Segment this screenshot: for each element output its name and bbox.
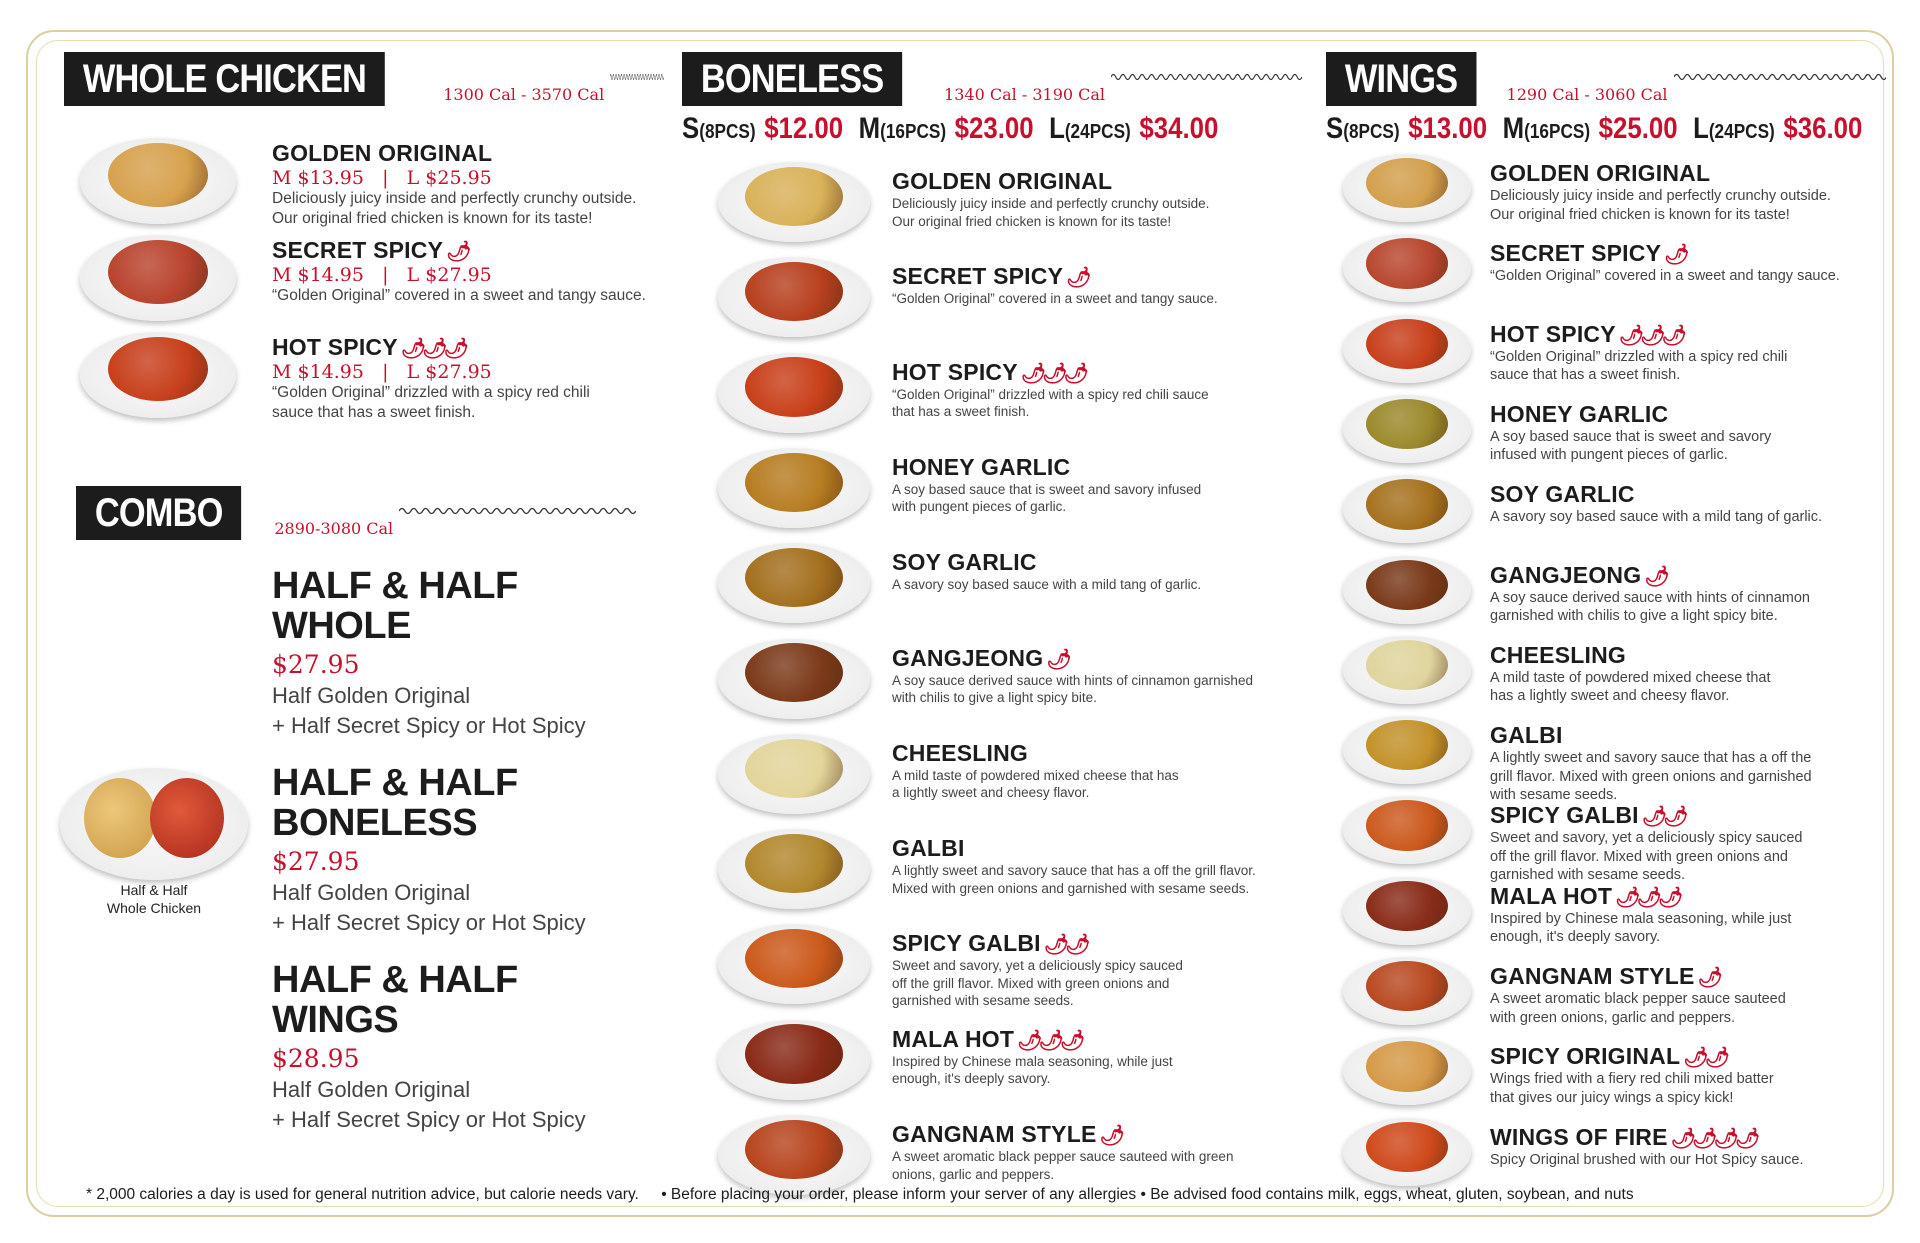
item-name xyxy=(892,1026,1292,1053)
plate-image xyxy=(1343,395,1471,463)
item-name xyxy=(1490,240,1890,267)
item-name xyxy=(272,334,672,361)
item-description: A soy based sauce that is sweet and savory infused xyxy=(892,481,1202,497)
calorie-range: 2890-3080 Cal xyxy=(274,519,394,538)
combo-header xyxy=(76,486,636,540)
wavy-divider xyxy=(610,72,664,82)
combo-item xyxy=(272,960,652,1133)
menu-item-text xyxy=(1490,1043,1890,1107)
menu-item-text xyxy=(1490,240,1890,286)
item-name-text: SOY GARLIC xyxy=(1490,481,1635,508)
size-price: $13.00 xyxy=(1408,112,1488,145)
boneless-header xyxy=(682,52,1302,106)
chili-pepper-icon: 🌶🌶🌶🌶 xyxy=(1670,1127,1757,1150)
footer-note: • Before placing your order, please inform your server of any allergies • Be advised food contains milk, eggs, wheat, gluten, soybean, and nuts xyxy=(661,1186,1634,1203)
item-description: garnished with sesame seeds. xyxy=(1490,867,1686,884)
chili-pepper-icon: 🌶 xyxy=(1644,565,1666,588)
item-name xyxy=(1490,883,1890,910)
item-description: with pungent pieces of garlic. xyxy=(892,499,1067,515)
menu-item-text xyxy=(1490,802,1890,885)
chicken-image xyxy=(745,1024,842,1083)
chicken-image xyxy=(1366,238,1448,288)
item-name-text: CHEESLING xyxy=(1490,641,1626,668)
size-price: $23.00 xyxy=(954,112,1034,145)
section-title: COMBO xyxy=(76,486,241,540)
plate-image xyxy=(718,448,870,528)
item-description: A sweet aromatic black pepper sauce sauteed with green xyxy=(892,1149,1234,1164)
item-name xyxy=(1490,963,1890,990)
combo-description: Half Golden Original xyxy=(272,880,471,905)
spicy-chicken-image xyxy=(150,778,224,858)
chili-pepper-icon: 🌶🌶🌶 xyxy=(400,338,465,360)
item-name xyxy=(1490,642,1890,669)
chicken-image xyxy=(108,337,208,401)
item-description: Inspired by Chinese mala seasoning, while just xyxy=(1490,910,1792,927)
item-name xyxy=(1490,321,1890,348)
menu-item-text xyxy=(1490,642,1890,706)
wavy-divider xyxy=(399,506,636,516)
menu-item-text xyxy=(892,1121,1292,1183)
item-description: grill flavor. Mixed with green onions and garnished xyxy=(1490,768,1812,785)
plate-image xyxy=(80,332,236,418)
item-description: Mixed with green onions and garnished with sesame seeds. xyxy=(892,880,1250,896)
chicken-image xyxy=(1366,1041,1448,1091)
calorie-range: 1340 Cal - 3190 Cal xyxy=(944,85,1106,104)
item-description: enough, it's deeply savory. xyxy=(892,1071,1051,1087)
plate-image xyxy=(718,353,870,433)
menu-item-text xyxy=(272,334,672,422)
menu-item-text xyxy=(892,930,1292,1010)
plate-image xyxy=(718,1115,870,1195)
chili-pepper-icon: 🌶 xyxy=(1099,1125,1121,1147)
item-name xyxy=(892,835,1292,862)
chicken-image xyxy=(1366,961,1448,1011)
chicken-image xyxy=(1366,1122,1448,1172)
chicken-image xyxy=(745,357,842,416)
item-price: M $14.95 | L $27.95 xyxy=(272,361,492,383)
combo-price: $28.95 xyxy=(272,1044,360,1073)
chicken-image xyxy=(745,929,842,988)
item-name-text: GALBI xyxy=(892,835,965,862)
column-boneless xyxy=(682,52,1302,146)
combo-price: $27.95 xyxy=(272,650,360,679)
item-description: A lightly sweet and savory sauce that has a off the grill flavor. xyxy=(892,863,1256,879)
plate-image xyxy=(1343,475,1471,543)
plate-image xyxy=(80,235,236,321)
item-description: A savory soy based sauce with a mild tang of garlic. xyxy=(892,577,1202,593)
chicken-image xyxy=(1366,881,1448,931)
plate-image xyxy=(718,257,870,337)
item-description: Our original fried chicken is known for its taste! xyxy=(272,209,593,227)
item-name-text: SECRET SPICY xyxy=(1490,240,1662,267)
item-description: A mild taste of powdered mixed cheese that xyxy=(1490,669,1771,686)
menu-item-text xyxy=(1490,481,1890,527)
item-description: A mild taste of powdered mixed cheese that has xyxy=(892,767,1179,783)
plate-image xyxy=(718,639,870,719)
plate-image xyxy=(1343,877,1471,945)
item-name xyxy=(892,454,1292,481)
menu-item-text xyxy=(892,645,1292,707)
chili-pepper-icon: 🌶🌶 xyxy=(1683,1047,1727,1070)
chicken-image xyxy=(745,643,842,702)
chili-pepper-icon: 🌶 xyxy=(1066,267,1088,290)
item-description: “Golden Original” drizzled with a spicy red chili xyxy=(1490,348,1788,365)
wavy-divider xyxy=(1674,72,1886,82)
item-name-text: GANGJEONG xyxy=(892,644,1044,671)
item-name-text: SECRET SPICY xyxy=(892,263,1064,290)
plate-image xyxy=(718,924,870,1004)
chicken-image xyxy=(745,548,842,607)
chicken-image xyxy=(745,167,842,226)
menu-item-text xyxy=(1490,160,1890,224)
plate-image xyxy=(718,829,870,909)
chili-pepper-icon: 🌶🌶 xyxy=(1043,934,1087,957)
size-price: $36.00 xyxy=(1783,112,1863,145)
item-description: “Golden Original” covered in a sweet and tangy sauce. xyxy=(1490,268,1840,285)
menu-item-text xyxy=(1490,963,1890,1027)
section-title: WINGS xyxy=(1326,52,1476,106)
chili-pepper-icon: 🌶🌶🌶 xyxy=(1615,886,1680,909)
size-pieces: (16PCS) xyxy=(1524,121,1591,143)
combo-name-line: HALF & HALF xyxy=(272,959,518,1001)
item-name-text: SOY GARLIC xyxy=(892,549,1037,576)
menu-item-text xyxy=(272,140,672,228)
combo-price: $27.95 xyxy=(272,847,360,876)
combo-description: + Half Secret Spicy or Hot Spicy xyxy=(272,713,586,738)
item-description: sauce that has a sweet finish. xyxy=(1490,367,1681,384)
item-name-text: GOLDEN ORIGINAL xyxy=(892,168,1113,194)
item-name xyxy=(1490,481,1890,508)
item-description: with chilis to give a light spicy bite. xyxy=(892,690,1097,705)
size-price: $12.00 xyxy=(764,112,844,145)
plate-image xyxy=(718,162,870,242)
item-description: garnished with chilis to give a light spicy bite. xyxy=(1490,608,1778,624)
chicken-image xyxy=(1366,720,1448,770)
plate-image xyxy=(1343,1037,1471,1105)
item-price: M $14.95 | L $27.95 xyxy=(272,264,492,286)
item-name xyxy=(892,168,1292,195)
item-name xyxy=(1490,1043,1890,1070)
item-description: A soy sauce derived sauce with hints of cinnamon xyxy=(1490,589,1810,606)
menu-item-text xyxy=(892,740,1292,802)
menu-item-text xyxy=(892,168,1292,230)
plate-image xyxy=(1343,796,1471,864)
item-name-text: GOLDEN ORIGINAL xyxy=(1490,160,1711,186)
chicken-image xyxy=(745,1120,842,1179)
menu-item-text xyxy=(892,1026,1292,1088)
size-pieces: (16PCS) xyxy=(880,121,947,143)
item-name-text: GANGJEONG xyxy=(1490,561,1642,588)
combo-item xyxy=(272,763,652,936)
item-description: A soy sauce derived sauce with hints of cinnamon garnished xyxy=(892,672,1253,688)
size-pieces: (24PCS) xyxy=(1708,121,1775,143)
item-name xyxy=(1490,802,1890,829)
menu-item-text xyxy=(1490,562,1890,626)
item-description: “Golden Original” covered in a sweet and tangy sauce. xyxy=(892,291,1218,307)
calorie-range: 1300 Cal - 3570 Cal xyxy=(443,85,605,104)
calorie-range: 1290 Cal - 3060 Cal xyxy=(1506,85,1668,104)
combo-description: + Half Secret Spicy or Hot Spicy xyxy=(272,1107,586,1132)
item-description: A lightly sweet and savory sauce that has a off the xyxy=(1490,750,1812,767)
item-description: “Golden Original” drizzled with a spicy red chili sauce xyxy=(892,386,1209,402)
chili-pepper-icon: 🌶🌶🌶 xyxy=(1017,1029,1082,1052)
menu-item-text xyxy=(892,549,1292,594)
item-description: sauce that has a sweet finish. xyxy=(272,403,476,421)
item-description: A soy based sauce that is sweet and savory xyxy=(1490,428,1772,445)
menu-item-text xyxy=(892,359,1292,421)
item-description: that gives our juicy wings a spicy kick! xyxy=(1490,1089,1734,1106)
item-description: enough, it's deeply savory. xyxy=(1490,929,1661,946)
chicken-image xyxy=(1366,479,1448,529)
footer-note: * 2,000 calories a day is used for general nutrition advice, but calorie needs vary. xyxy=(86,1186,639,1203)
item-name xyxy=(1490,401,1890,428)
plate-image xyxy=(1343,1118,1471,1186)
wings-header xyxy=(1326,52,1886,106)
item-name-text: SPICY GALBI xyxy=(892,930,1041,957)
item-name-text: HOT SPICY xyxy=(272,334,398,360)
size-letter: L xyxy=(1049,112,1065,145)
wavy-divider xyxy=(1111,72,1302,82)
item-description: a lightly sweet and cheesy flavor. xyxy=(892,785,1090,801)
combo-section xyxy=(76,486,636,540)
menu-item-text xyxy=(1490,722,1890,805)
item-price: M $13.95 | L $25.95 xyxy=(272,167,492,189)
combo-name-line: WINGS xyxy=(272,999,399,1041)
chicken-image xyxy=(745,834,842,893)
item-name-text: GANGNAM STYLE xyxy=(892,1121,1097,1147)
column-wings xyxy=(1326,52,1886,146)
item-name-text: CHEESLING xyxy=(892,739,1028,766)
item-name-text: SPICY GALBI xyxy=(1490,802,1639,829)
chili-pepper-icon: 🌶🌶🌶 xyxy=(1618,324,1683,347)
chicken-image xyxy=(1366,640,1448,690)
chicken-image xyxy=(745,453,842,512)
plate-image xyxy=(1343,716,1471,784)
item-name-text: MALA HOT xyxy=(1490,882,1613,909)
item-name-text: GANGNAM STYLE xyxy=(1490,963,1695,989)
menu-item-text xyxy=(1490,401,1890,465)
item-name-text: HOT SPICY xyxy=(892,358,1018,385)
chili-pepper-icon: 🌶 xyxy=(1664,244,1686,267)
combo-image-caption xyxy=(60,881,248,917)
chicken-image xyxy=(1366,319,1448,369)
plate-image xyxy=(1343,556,1471,624)
item-name xyxy=(1490,562,1890,589)
item-description: Deliciously juicy inside and perfectly crunchy outside. xyxy=(272,190,637,207)
item-name-text: WINGS OF FIRE xyxy=(1490,1123,1668,1150)
item-name-text: HONEY GARLIC xyxy=(892,453,1071,480)
combo-description: + Half Secret Spicy or Hot Spicy xyxy=(272,910,586,935)
item-description: has a lightly sweet and cheesy flavor. xyxy=(1490,688,1730,705)
item-description: A sweet aromatic black pepper sauce sauteed xyxy=(1490,991,1786,1007)
item-description: onions, garlic and peppers. xyxy=(892,1166,1055,1182)
menu-item-text xyxy=(1490,321,1890,385)
plate-image xyxy=(1343,154,1471,222)
boneless-size-prices xyxy=(682,112,1219,146)
size-pieces: (24PCS) xyxy=(1064,121,1131,143)
item-name xyxy=(892,549,1292,576)
caption-line: Whole Chicken xyxy=(106,900,202,916)
item-description: Sweet and savory, yet a deliciously spicy sauced xyxy=(1490,830,1803,847)
item-name xyxy=(1490,722,1890,749)
item-description: Sweet and savory, yet a deliciously spicy sauced xyxy=(892,958,1183,974)
plate-image xyxy=(718,734,870,814)
menu-item-text xyxy=(272,237,672,306)
item-name-text: HOT SPICY xyxy=(1490,320,1616,347)
menu-item-text xyxy=(1490,883,1890,947)
size-price: $25.00 xyxy=(1598,112,1678,145)
chili-pepper-icon: 🌶🌶🌶 xyxy=(1020,362,1085,385)
item-name xyxy=(892,359,1292,386)
menu-item-text xyxy=(1490,1124,1890,1170)
plate-image xyxy=(1343,957,1471,1025)
combo-plate-image xyxy=(60,768,248,880)
plate-image xyxy=(1343,315,1471,383)
item-description: with sesame seeds. xyxy=(1490,787,1618,804)
item-name xyxy=(892,740,1292,767)
item-description: garnished with sesame seeds. xyxy=(892,993,1074,1009)
item-name xyxy=(892,645,1292,672)
caption-line: Half & Half xyxy=(120,882,188,898)
combo-description: Half Golden Original xyxy=(272,683,471,708)
combo-name-line: HALF & HALF xyxy=(272,565,518,607)
item-description: Wings fried with a fiery red chili mixed batter xyxy=(1490,1071,1774,1088)
chicken-image xyxy=(1366,800,1448,850)
chicken-image xyxy=(1366,560,1448,610)
item-description: Inspired by Chinese mala seasoning, while just xyxy=(892,1053,1173,1069)
item-name xyxy=(1490,160,1890,187)
item-description: with green onions, garlic and peppers. xyxy=(1490,1009,1736,1026)
item-name xyxy=(892,263,1292,290)
item-description: off the grill flavor. Mixed with green onions and xyxy=(892,975,1170,991)
section-title: BONELESS xyxy=(682,52,902,106)
item-description: that has a sweet finish. xyxy=(892,404,1030,420)
chicken-image xyxy=(108,240,208,304)
size-price: $34.00 xyxy=(1139,112,1219,145)
menu-item-text xyxy=(892,835,1292,897)
chili-pepper-icon: 🌶 xyxy=(1697,967,1719,989)
chili-pepper-icon: 🌶 xyxy=(446,241,468,263)
wings-size-prices xyxy=(1326,112,1863,146)
item-description: Our original fried chicken is known for its taste! xyxy=(1490,206,1790,223)
size-letter: M xyxy=(858,112,881,145)
size-letter: M xyxy=(1502,112,1525,145)
item-name-text: HONEY GARLIC xyxy=(1490,400,1669,427)
combo-name-line: BONELESS xyxy=(272,802,478,844)
combo-description: Half Golden Original xyxy=(272,1077,471,1102)
plate-image xyxy=(718,543,870,623)
golden-chicken-image xyxy=(84,778,156,858)
item-description: A savory soy based sauce with a mild tang of garlic. xyxy=(1490,509,1823,526)
chicken-image xyxy=(1366,158,1448,208)
item-name xyxy=(892,930,1292,957)
plate-image xyxy=(1343,636,1471,704)
section-title: WHOLE CHICKEN xyxy=(64,52,385,106)
chicken-image xyxy=(745,262,842,321)
combo-item xyxy=(272,566,652,739)
item-description: Deliciously juicy inside and perfectly crunchy outside. xyxy=(1490,188,1831,204)
item-name xyxy=(272,140,672,167)
size-pieces: (8PCS) xyxy=(1343,121,1400,143)
item-description: Our original fried chicken is known for its taste! xyxy=(892,213,1172,229)
item-description: Spicy Original brushed with our Hot Spicy sauce. xyxy=(1490,1151,1804,1168)
combo-name-line: HALF & HALF xyxy=(272,762,518,804)
item-description: infused with pungent pieces of garlic. xyxy=(1490,447,1728,464)
item-name xyxy=(1490,1124,1890,1151)
item-name xyxy=(892,1121,1292,1148)
item-name-text: GOLDEN ORIGINAL xyxy=(272,140,493,166)
item-description: Deliciously juicy inside and perfectly crunchy outside. xyxy=(892,196,1210,211)
footer-notes xyxy=(86,1186,1652,1204)
size-letter: S xyxy=(1326,112,1344,145)
combo-name-line: WHOLE xyxy=(272,605,411,647)
chicken-image xyxy=(745,739,842,798)
menu-item-text xyxy=(892,263,1292,308)
whole-chicken-header xyxy=(64,52,664,106)
item-name xyxy=(272,237,672,264)
chili-pepper-icon: 🌶 xyxy=(1046,648,1068,671)
chicken-image xyxy=(1366,399,1448,449)
item-description: “Golden Original” drizzled with a spicy red chili xyxy=(272,384,590,401)
plate-image xyxy=(80,138,236,224)
item-name-text: MALA HOT xyxy=(892,1025,1015,1052)
item-description: “Golden Original” covered in a sweet and tangy sauce. xyxy=(272,287,646,304)
column-whole-chicken xyxy=(64,52,664,106)
item-name-text: GALBI xyxy=(1490,722,1563,749)
plate-image xyxy=(718,1020,870,1100)
size-letter: S xyxy=(682,112,700,145)
chicken-image xyxy=(108,143,208,207)
item-description: off the grill flavor. Mixed with green onions and xyxy=(1490,848,1788,865)
plate-image xyxy=(1343,234,1471,302)
size-pieces: (8PCS) xyxy=(699,121,756,143)
size-letter: L xyxy=(1693,112,1709,145)
chili-pepper-icon: 🌶🌶 xyxy=(1641,806,1685,829)
menu-item-text xyxy=(892,454,1292,516)
item-name-text: SPICY ORIGINAL xyxy=(1490,1043,1681,1070)
item-name-text: SECRET SPICY xyxy=(272,237,444,263)
